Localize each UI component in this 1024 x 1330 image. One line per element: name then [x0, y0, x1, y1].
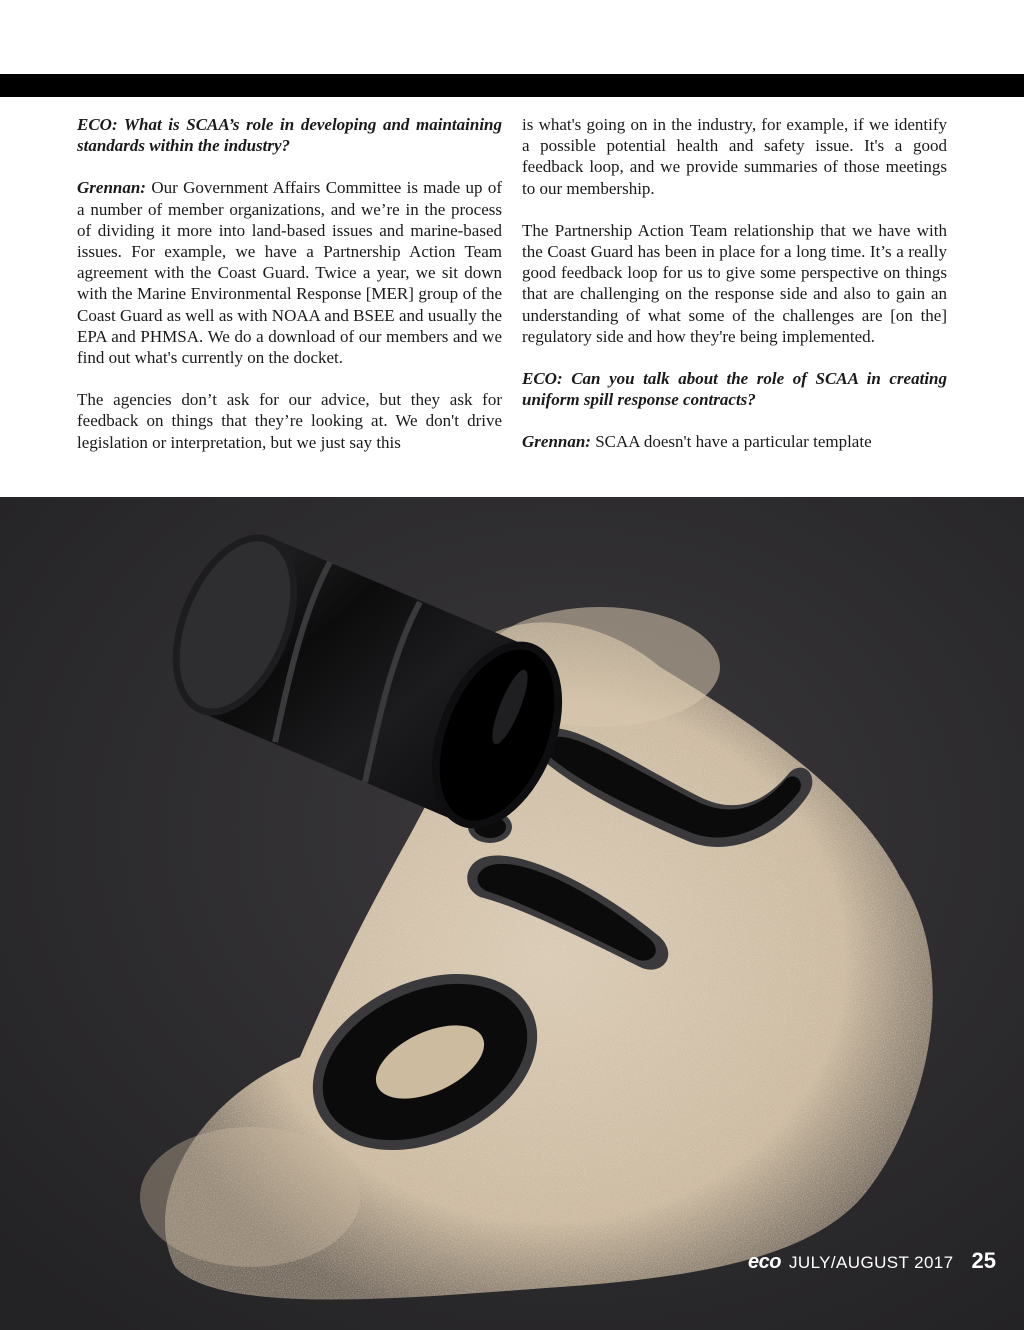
body-paragraph: The agencies don’t ask for our advice, but they ask for feedback on things that they’re looking at. We don't drive legislation or interpretation, but we just say this	[77, 390, 502, 452]
magazine-brand: eco	[748, 1251, 781, 1273]
body-paragraph: The Partnership Action Team relationship that we have with the Coast Guard has been in place for a long time. It’s a really good feedback loop for us to give some perspective on things that are challenging on the response side and also to gain an understanding of what some of the challenges are [on the] regulatory side and how they're being implemented.	[522, 220, 947, 346]
article-column-left	[77, 114, 502, 474]
header-rule	[0, 74, 1024, 97]
article-column-right	[522, 114, 947, 474]
page-footer	[748, 1248, 996, 1274]
oil-barrel-photo	[0, 497, 1024, 1330]
speaker-name: Grennan:	[522, 432, 591, 452]
interview-question: ECO: Can you talk about the role of SCAA in creating uniform spill response contracts?	[522, 369, 947, 410]
answer-text: SCAA doesn't have a particular template	[595, 432, 872, 452]
body-paragraph: is what's going on in the industry, for example, if we identify a possible potential health and safety issue. It's a good feedback loop, and we provide summaries of those meetings to our membership.	[522, 115, 947, 198]
interview-answer	[522, 431, 947, 452]
interview-answer	[77, 177, 502, 368]
page-number: 25	[971, 1248, 996, 1273]
answer-text: Our Government Affairs Committee is made up of a number of member organizations, and we’re in the process of dividing it more into land-based issues and marine-based issues. For example, we have a Partnership Action Team agreement with the Coast Guard. Twice a year, we sit down with the Marine Environmental Response [MER] group of the Coast Guard as well as with NOAA and BSEE and usually the EPA and PHMSA. We do a download of our members and we find out what's currently on the docket.	[77, 178, 503, 368]
speaker-name: Grennan:	[77, 178, 146, 198]
issue-date: JULY/AUGUST 2017	[789, 1253, 954, 1272]
interview-question: ECO: What is SCAA’s role in developing and maintaining standards within the industry?	[77, 115, 502, 156]
